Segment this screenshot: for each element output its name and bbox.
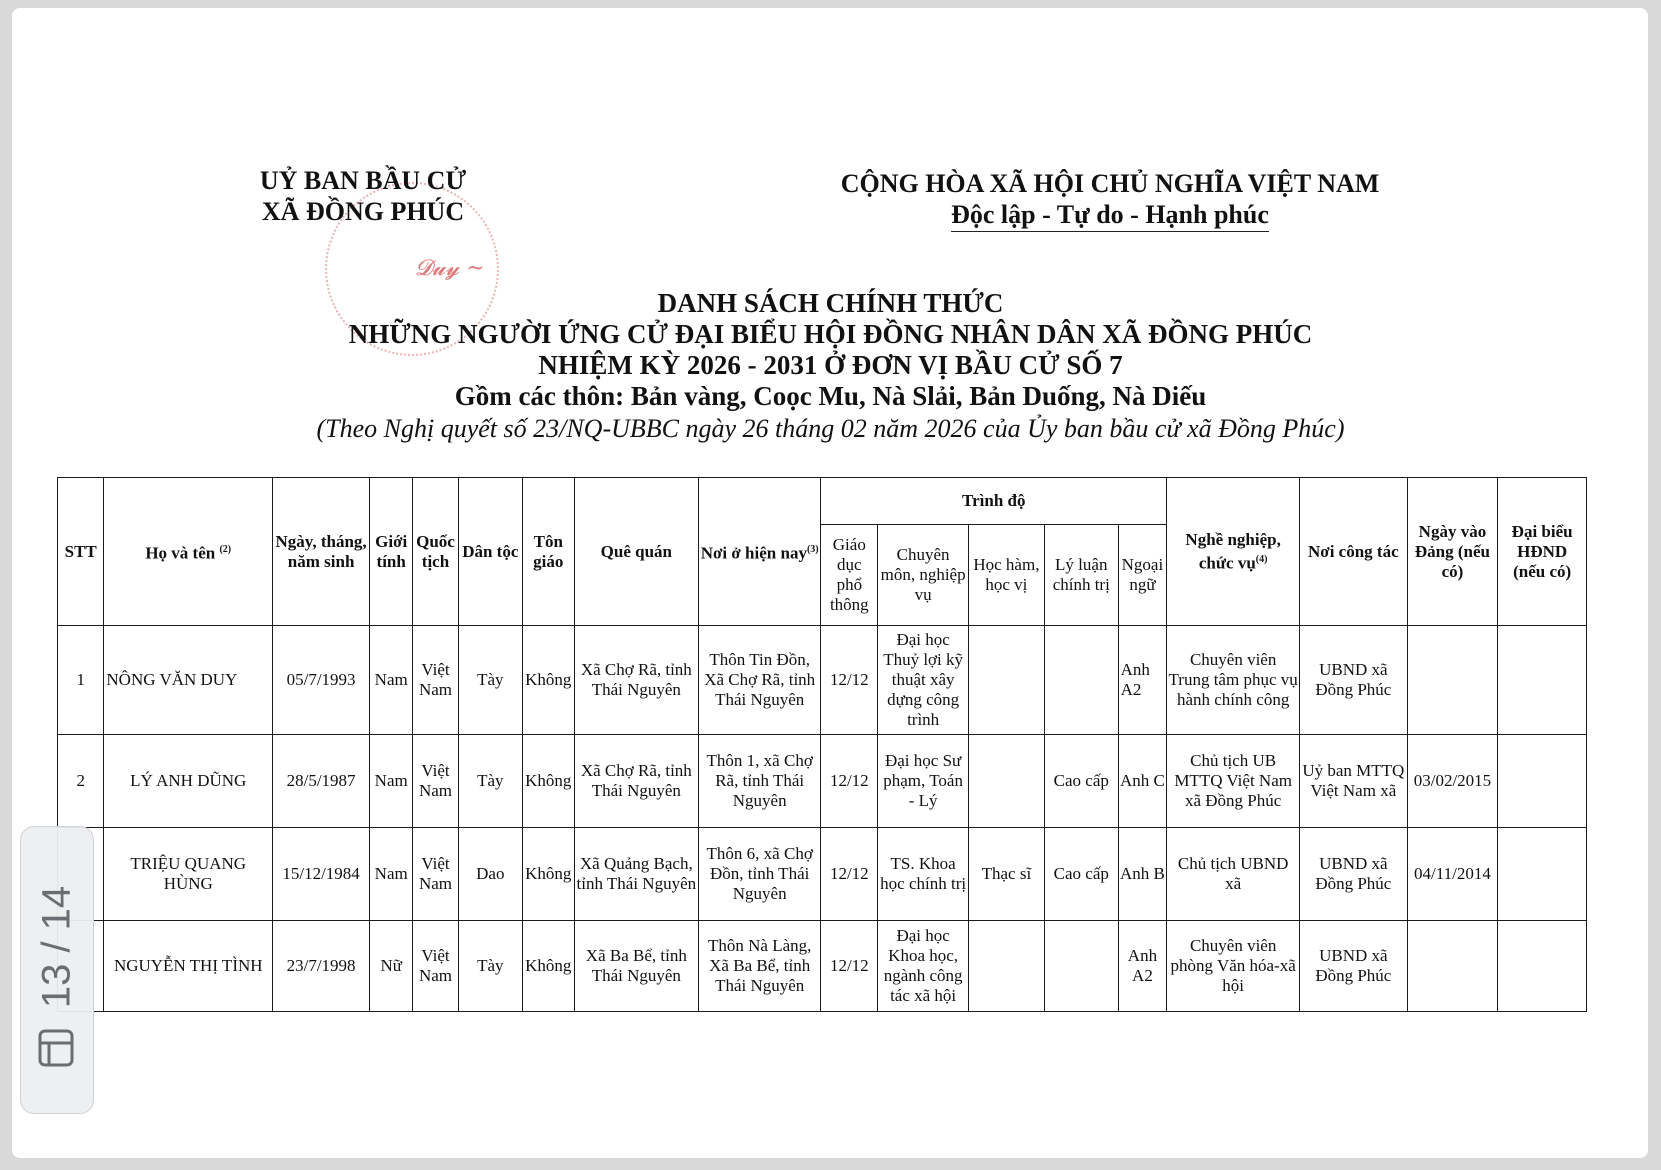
col-politics: Lý luận chính trị xyxy=(1044,525,1118,626)
cell-name: TRIỆU QUANG HÙNG xyxy=(104,828,273,921)
cell-hometown: Xã Chợ Rã, tỉnh Thái Nguyên xyxy=(574,626,698,735)
cell-general-edu: 12/12 xyxy=(821,828,878,921)
cell-ethnicity: Tày xyxy=(458,921,522,1012)
cell-language: Anh A2 xyxy=(1118,626,1167,735)
cell-gender: Nam xyxy=(370,626,413,735)
cell-workplace: UBND xã Đồng Phúc xyxy=(1300,626,1408,735)
cell-religion: Không xyxy=(522,735,574,828)
cell-occupation: Chuyên viên Trung tâm phục vụ hành chính công xyxy=(1167,626,1300,735)
col-general-edu: Giáo dục phổ thông xyxy=(821,525,878,626)
cell-nationality: Việt Nam xyxy=(413,921,458,1012)
page-indicator[interactable] xyxy=(20,826,94,1114)
cell-residence: Thôn 1, xã Chợ Rã, tỉnh Thái Nguyên xyxy=(699,735,821,828)
cell-dob: 23/7/1998 xyxy=(273,921,370,1012)
cell-hometown: Xã Chợ Rã, tỉnh Thái Nguyên xyxy=(574,735,698,828)
table-header-row xyxy=(58,478,1587,525)
cell-specialty: Đại học Sư phạm, Toán - Lý xyxy=(878,735,969,828)
col-ethnicity: Dân tộc xyxy=(458,478,522,626)
cell-name: NGUYỄN THỊ TÌNH xyxy=(104,921,273,1012)
title-line2: NHỮNG NGƯỜI ỨNG CỬ ĐẠI BIỂU HỘI ĐỒNG NHÂN DÂN XÃ ĐỒNG PHÚC xyxy=(348,319,1313,349)
cell-academic xyxy=(968,921,1044,1012)
col-language: Ngoại ngữ xyxy=(1118,525,1167,626)
col-party-date: Ngày vào Đảng (nếu có) xyxy=(1407,478,1498,626)
table-row xyxy=(58,626,1587,735)
cell-hometown: Xã Ba Bể, tỉnh Thái Nguyên xyxy=(574,921,698,1012)
col-level-group: Trình độ xyxy=(821,478,1167,525)
cell-hometown: Xã Quảng Bạch, tỉnh Thái Nguyên xyxy=(574,828,698,921)
col-dob: Ngày, tháng, năm sinh xyxy=(273,478,370,626)
cell-delegate xyxy=(1498,735,1587,828)
cell-stt: 2 xyxy=(58,735,104,828)
candidate-table-wrapper xyxy=(57,477,1587,1012)
cell-workplace: UBND xã Đồng Phúc xyxy=(1300,921,1408,1012)
cell-ethnicity: Dao xyxy=(458,828,522,921)
cell-party-date: 03/02/2015 xyxy=(1407,735,1498,828)
title-reference: (Theo Nghị quyết số 23/NQ-UBBC ngày 26 tháng 02 năm 2026 của Ủy ban bầu cử xã Đồng Phúc) xyxy=(316,414,1345,443)
cell-politics xyxy=(1044,921,1118,1012)
cell-specialty: Đại học Thuỷ lợi kỹ thuật xây dựng công trình xyxy=(878,626,969,735)
col-academic: Học hàm, học vị xyxy=(968,525,1044,626)
cell-delegate xyxy=(1498,626,1587,735)
cell-occupation: Chủ tịch UB MTTQ Việt Nam xã Đồng Phúc xyxy=(1167,735,1300,828)
authority-line2: XÃ ĐỒNG PHÚC xyxy=(261,197,465,226)
cell-party-date xyxy=(1407,626,1498,735)
cell-academic xyxy=(968,735,1044,828)
cell-religion: Không xyxy=(522,626,574,735)
table-row xyxy=(58,735,1587,828)
cell-gender: Nữ xyxy=(370,921,413,1012)
cell-language: Anh A2 xyxy=(1118,921,1167,1012)
cell-religion: Không xyxy=(522,828,574,921)
cell-politics xyxy=(1044,626,1118,735)
col-occupation: Nghề nghiệp, chức vụ$^{(4)}$ xyxy=(1167,478,1300,626)
cell-nationality: Việt Nam xyxy=(413,735,458,828)
cell-general-edu: 12/12 xyxy=(821,626,878,735)
col-workplace: Nơi công tác xyxy=(1300,478,1408,626)
cell-name: NÔNG VĂN DUY xyxy=(104,626,273,735)
document-page-icon xyxy=(35,1027,77,1069)
cell-politics: Cao cấp xyxy=(1044,828,1118,921)
cell-residence: Thôn 6, xã Chợ Đồn, tỉnh Thái Nguyên xyxy=(699,828,821,921)
col-delegate: Đại biểu HĐND (nếu có) xyxy=(1498,478,1587,626)
issuing-authority xyxy=(248,165,478,227)
cell-specialty: TS. Khoa học chính trị xyxy=(878,828,969,921)
cell-dob: 28/5/1987 xyxy=(273,735,370,828)
nation-name: CỘNG HÒA XÃ HỘI CHỦ NGHĨA VIỆT NAM xyxy=(840,169,1380,198)
cell-name: LÝ ANH DŨNG xyxy=(104,735,273,828)
cell-politics: Cao cấp xyxy=(1044,735,1118,828)
authority-line1: UỶ BAN BẦU CỬ xyxy=(259,166,467,195)
cell-language: Anh C xyxy=(1118,735,1167,828)
national-motto: Độc lập - Tự do - Hạnh phúc xyxy=(951,199,1269,232)
cell-academic: Thạc sĩ xyxy=(968,828,1044,921)
cell-delegate xyxy=(1498,828,1587,921)
page-number: 13 / 14 xyxy=(34,885,79,1009)
col-stt: STT xyxy=(58,478,104,626)
cell-gender: Nam xyxy=(370,735,413,828)
cell-language: Anh B xyxy=(1118,828,1167,921)
col-name: Họ và tên $^{(2)}$ xyxy=(104,478,273,626)
cell-dob: 05/7/1993 xyxy=(273,626,370,735)
cell-stt: 1 xyxy=(58,626,104,735)
col-religion: Tôn giáo xyxy=(522,478,574,626)
cell-workplace: Uỷ ban MTTQ Việt Nam xã xyxy=(1300,735,1408,828)
cell-occupation: Chủ tịch UBND xã xyxy=(1167,828,1300,921)
title-line1: DANH SÁCH CHÍNH THỨC xyxy=(657,288,1004,318)
cell-residence: Thôn Tin Đồn, Xã Chợ Rã, tỉnh Thái Nguyên xyxy=(699,626,821,735)
col-gender: Giới tính xyxy=(370,478,413,626)
title-line4: Gồm các thôn: Bản vàng, Coọc Mu, Nà Slải, Bản Duống, Nà Diếu xyxy=(454,381,1207,411)
cell-religion: Không xyxy=(522,921,574,1012)
title-line3: NHIỆM KỲ 2026 - 2031 Ở ĐƠN VỊ BẦU CỬ SỐ 7 xyxy=(538,350,1123,380)
col-nationality: Quốc tịch xyxy=(413,478,458,626)
cell-party-date: 04/11/2014 xyxy=(1407,828,1498,921)
cell-occupation: Chuyên viên phòng Văn hóa-xã hội xyxy=(1167,921,1300,1012)
col-hometown: Quê quán xyxy=(574,478,698,626)
table-row xyxy=(58,921,1587,1012)
col-specialty: Chuyên môn, nghiệp vụ xyxy=(878,525,969,626)
cell-academic xyxy=(968,626,1044,735)
cell-dob: 15/12/1984 xyxy=(273,828,370,921)
cell-ethnicity: Tày xyxy=(458,735,522,828)
cell-nationality: Việt Nam xyxy=(413,828,458,921)
candidate-table xyxy=(57,477,1587,1012)
cell-general-edu: 12/12 xyxy=(821,735,878,828)
cell-specialty: Đại học Khoa học, ngành công tác xã hội xyxy=(878,921,969,1012)
col-residence: Nơi ở hiện nay$^{(3)}$ xyxy=(699,478,821,626)
document-title xyxy=(0,288,1661,445)
cell-residence: Thôn Nà Làng, Xã Ba Bể, tỉnh Thái Nguyên xyxy=(699,921,821,1012)
cell-nationality: Việt Nam xyxy=(413,626,458,735)
cell-delegate xyxy=(1498,921,1587,1012)
signature-mark: 𝓓𝓾𝔂 ~ xyxy=(415,256,485,281)
cell-party-date xyxy=(1407,921,1498,1012)
national-heading xyxy=(820,168,1400,232)
cell-gender: Nam xyxy=(370,828,413,921)
cell-workplace: UBND xã Đồng Phúc xyxy=(1300,828,1408,921)
table-row xyxy=(58,828,1587,921)
cell-general-edu: 12/12 xyxy=(821,921,878,1012)
cell-ethnicity: Tày xyxy=(458,626,522,735)
